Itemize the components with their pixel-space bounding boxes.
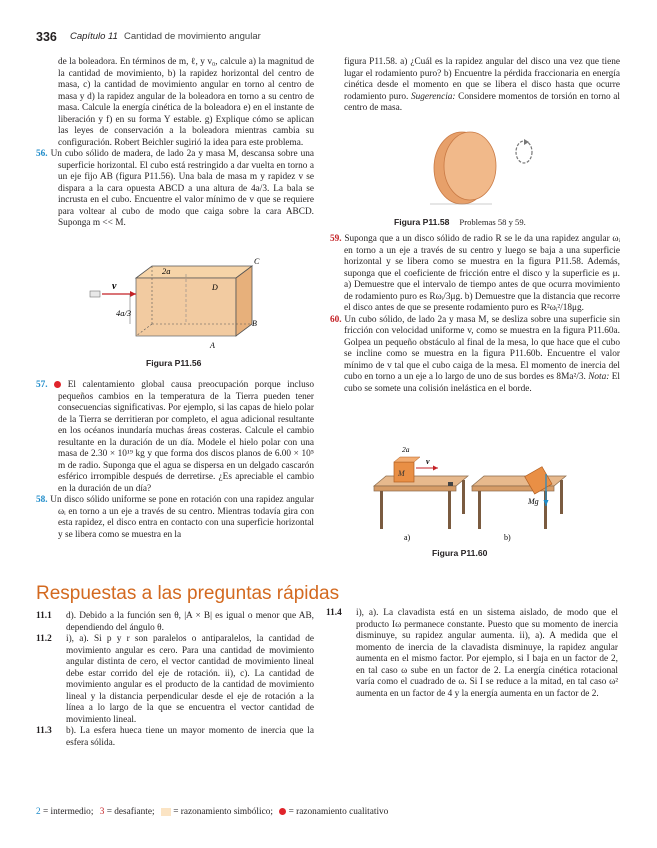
table-b-leg xyxy=(560,480,563,514)
legend-challenge-label: = desafiante; xyxy=(104,807,155,817)
continued-problem-58 xyxy=(330,57,620,115)
page-number: 336 xyxy=(36,30,57,44)
answer-text: i), a). La clavadista está en un sistema aislado, de modo que el producto Iω permanece constante. Puesto que su momento de inercia disminuye, su rapidez angular aumenta. ii), a). A medida que el momento de inercia de la clavadista disminuye, la rapidez angular aumenta en el mismo factor. Por ejemplo, si I baja en un factor de 2, en tal caso ω sube en un factor de 2. La energía cinética rotacional varía como el cuadrado de ω. Si I se reduce a la mitad, en tal caso ω² aumenta en un factor de 4 y la energía aumenta en un factor de 2. xyxy=(356,608,618,699)
label-b: B xyxy=(252,319,257,328)
problem-59-number: 59. xyxy=(330,234,342,244)
cube-top-face xyxy=(136,266,252,278)
obstacle-a xyxy=(448,482,453,486)
legend-symbolic-label: = razonamiento simbólico; xyxy=(170,807,273,817)
problem-58-text: Un disco sólido uniforme se pone en rotación con una rapidez angular ωᵢ en torno a un eje a través de su centro. Mientras todavía gira con esta rapidez, el disco entra en contacto con una superficie horizontal y se libera como se muestra en la xyxy=(50,495,314,540)
answer-11-2 xyxy=(36,634,314,726)
label-panel-b: b) xyxy=(504,533,511,542)
table-a-edge xyxy=(374,486,456,491)
cube-a-top xyxy=(394,457,420,462)
table-b-leg xyxy=(478,491,481,529)
figure-p11-60 xyxy=(368,440,588,545)
answer-11-1 xyxy=(36,611,314,634)
problem-60-text: Un cubo sólido, de lado 2a y masa M, se desliza sobre una superficie sin fricción con velocidad uniforme v, como se muestra en la figura P11.60a. Golpea un pequeño obstáculo al final de la mesa, lo que hace que el cubo se incline como se muestra en la figura P11.60b. Encuentre el valor mínimo de v tal que el cubo caiga de la mesa. El momento de inercia del cubo en torno a un eje a lo largo de uno de sus bordes es 8Ma²/3. xyxy=(344,314,620,382)
problem-60 xyxy=(330,315,620,396)
table-a-leg xyxy=(380,491,383,529)
figure-p11-58 xyxy=(410,122,550,207)
figure-p11-58-description: Problemas 58 y 59. xyxy=(459,217,526,227)
label-2a: 2a xyxy=(162,266,171,276)
table-a-leg xyxy=(462,480,465,514)
left-column xyxy=(36,57,314,230)
label-a: A xyxy=(210,341,215,350)
legend-challenge-number: 3 xyxy=(99,807,105,817)
label-2a-fig60: 2a xyxy=(402,445,410,454)
continued-problem-text: de la boleadora. En términos de m, ℓ, y v₀, calcule a) la magnitud de la cantidad de movimiento, b) la rapidez horizontal del centro de masa, c) la cantidad de movimiento angular en torno al centro de masa y d) la rapidez angular de la boleadora en torno a su centro de masa. Calcule la energía cinética de la boleadora e) en el instante de liberación y f) en su forma Y estable. g) Explique cómo se aplican las leyes de conservación a la boleadora mientras cambia su configuración. Robert Beichler sugirió la idea para este problema. xyxy=(58,57,314,148)
label-4a3: 4a/3 xyxy=(116,308,132,318)
figure-p11-56 xyxy=(86,254,266,354)
disk-face xyxy=(444,132,496,200)
continued-problem-58-text: figura P11.58. a) ¿Cuál es la rapidez angular del disco una vez que tiene lugar el rodamiento puro? b) Encuentre la pérdida fraccionaria en energía cinética desde el momento en que se libera el disco hasta que ocurre rodamiento puro. xyxy=(344,57,620,102)
problem-59-text: Suponga que a un disco sólido de radio R se le da una rapidez angular ωᵢ en torno a un eje a través de su centro y luego se baja a una superficie horizontal y se libera como se muestra en la figura P11.58. Además, suponga que el coeficiente de fricción entre el disco y la superficie es μ. a) Demuestre que el intervalo de tiempo antes de que ocurra movimiento de rodamiento puro es Rωᵢ/3μg. b) Demuestre que la distancia que recorre el disco antes de que se presente rodamiento puro es R²ωᵢ²/18μg. xyxy=(344,234,620,313)
problem-58-number: 58. xyxy=(36,495,48,505)
note-label: Nota: xyxy=(588,372,610,382)
symbolic-reasoning-icon xyxy=(161,808,171,816)
left-column-lower xyxy=(36,380,314,541)
legend-intermediate-number: 2 xyxy=(36,807,41,817)
problem-60-number: 60. xyxy=(330,314,342,325)
answer-number: 11.1 xyxy=(36,611,52,621)
label-d: D xyxy=(212,283,218,292)
problem-56-text: Un cubo sólido de madera, de lado 2a y masa M, descansa sobre una superficie horizontal. El cubo está restringido a dar vuelta en torno a un eje fijo AB (figura P11.56). Una bala de masa m y rapidez v se dispara a la cara opuesta ABCD a una altura de 4a/3. La bala se incrusta en el cubo. Encuentre el valor mínimo de v que se requiere para voltear al cubo de modo que caiga sobre la cara ABCD. Suponga m << M. xyxy=(50,149,314,228)
velocity-arrow-head-fig60 xyxy=(433,466,438,471)
answer-text: b). La esfera hueca tiene un mayor momento de inercia que la esfera sólida. xyxy=(66,726,314,748)
velocity-arrow-head xyxy=(130,291,136,297)
problem-58 xyxy=(36,495,314,541)
bullet xyxy=(90,291,100,297)
hint-label: Sugerencia: xyxy=(410,91,456,102)
figure-p11-60-caption: Figura P11.60 xyxy=(432,548,488,558)
qualitative-reasoning-icon xyxy=(54,381,61,388)
figure-p11-56-caption: Figura P11.56 xyxy=(146,358,202,368)
answer-number: 11.2 xyxy=(36,634,52,644)
table-a-top xyxy=(374,476,468,486)
label-v: v xyxy=(112,281,117,292)
label-c: C xyxy=(254,257,260,266)
problem-57-text: El calentamiento global causa preocupación porque incluso pequeños cambios en la temperatura de la Tierra pueden tener consecuencias significativas. Por ejemplo, si las capas de hielo polar de la Tierra se derritieran por completo, el agua adicional resultante en los océanos inundaría muchas áreas costeras. Calcule el cambio resultante en la duración de un día. Modele el hielo polar con una masa de 2.30 × 10¹⁹ kg y que forma dos discos planos de 6.00 × 10⁵ m de radio. Suponga que el agua se dispersa en un delgado cascarón esférico irrompible después de derretirse. ¿Es apreciable el cambio en la duración de un día? xyxy=(58,380,314,494)
answer-11-3 xyxy=(36,726,314,749)
right-column-middle xyxy=(330,234,620,395)
rotation-arrow-head xyxy=(524,139,529,145)
problem-57-number: 57. xyxy=(36,380,48,390)
note-text: El cubo se somete una colisión inelástica en el borde. xyxy=(344,372,621,394)
table-a-leg xyxy=(448,491,451,529)
chapter-title: Cantidad de movimiento angular xyxy=(124,31,261,42)
label-m: M xyxy=(398,469,405,478)
hint-text: Considere momentos de torsión en torno al centro de masa. xyxy=(344,91,621,113)
table-b-top xyxy=(472,476,566,486)
section-title: Respuestas a las preguntas rápidas xyxy=(36,583,340,604)
problem-56-number: 56. xyxy=(36,149,48,159)
right-column-top xyxy=(330,57,620,115)
answer-text: i), a). Si p y r son paralelos o antiparalelos, la cantidad de movimiento angular es cero. Para una cantidad de movimiento angular distinta de cero, el vector cantidad de movimiento lineal debe estar corrido del eje de rotación. ii), c). La cantidad de movimiento angular es el producto de la cantidad de movimiento lineal y la distancia perpendicular desde el eje de rotación a la línea a lo largo de la que se encuentra el vector cantidad de movimiento lineal. xyxy=(66,634,314,725)
figure-p11-58-caption-block xyxy=(394,212,526,230)
problem-59 xyxy=(330,234,620,315)
problem-57 xyxy=(36,380,314,495)
figure-p11-58-caption: Figura P11.58 xyxy=(394,217,450,227)
answer-11-4 xyxy=(326,608,618,700)
answer-number: 11.4 xyxy=(326,608,342,618)
chapter-label: Capítulo 11 xyxy=(70,31,118,42)
legend-intermediate-label: = intermedio; xyxy=(40,807,94,817)
answer-number: 11.3 xyxy=(36,726,52,736)
legend-qualitative-label: = razonamiento cualitativo xyxy=(286,807,389,817)
answer-text: d). Debido a la función sen θ, |A × B| es igual o menor que AB, dependiendo del ángulo θ. xyxy=(66,611,314,633)
label-v-fig60: v xyxy=(426,457,430,466)
label-panel-a: a) xyxy=(404,533,411,542)
problem-56 xyxy=(36,149,314,230)
cube-side-face xyxy=(236,266,252,336)
legend xyxy=(36,807,388,817)
label-mg: Mg xyxy=(528,497,539,506)
